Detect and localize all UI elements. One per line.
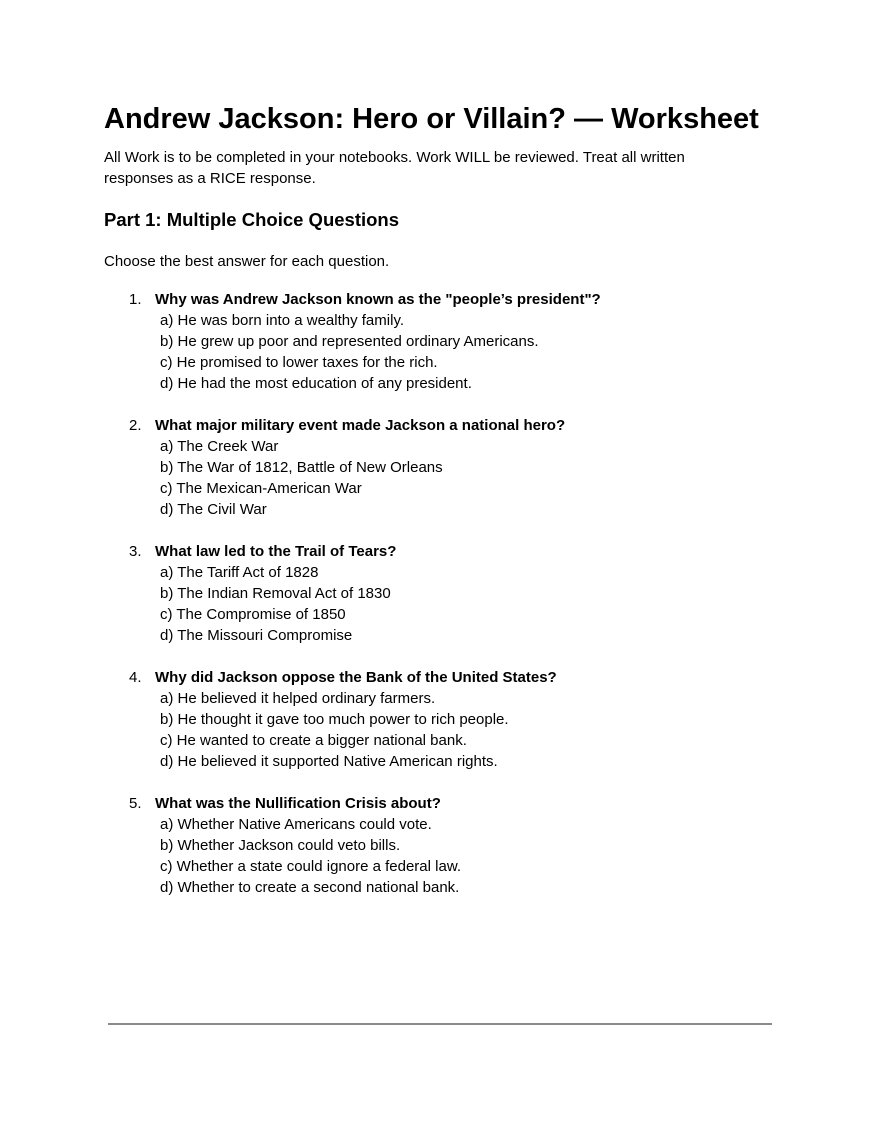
question-list (104, 289, 784, 898)
answer-option-a: a) He believed it helped ordinary farmers. (160, 690, 436, 707)
answer-options (104, 688, 784, 772)
answer-option-d: d) The Civil War (160, 501, 267, 518)
answer-options (104, 436, 784, 520)
answer-option-b: b) He thought it gave too much power to rich people. (160, 711, 509, 728)
answer-option-a: a) The Tariff Act of 1828 (160, 564, 319, 581)
question-text: What major military event made Jackson a national hero? (155, 417, 566, 434)
answer-option-d: d) He believed it supported Native American rights. (160, 753, 498, 770)
question-2 (104, 415, 784, 520)
page-title: Andrew Jackson: Hero or Villain? — Worksheet (104, 103, 759, 135)
answer-option-d: d) The Missouri Compromise (160, 627, 353, 644)
question-text: What law led to the Trail of Tears? (155, 543, 397, 560)
answer-option-b: b) The War of 1812, Battle of New Orleans (160, 459, 443, 476)
answer-option-d: d) Whether to create a second national bank. (160, 879, 460, 896)
question-text: What was the Nullification Crisis about? (155, 795, 441, 812)
answer-option-b: b) He grew up poor and represented ordinary Americans. (160, 333, 539, 350)
answer-option-d: d) He had the most education of any president. (160, 375, 472, 392)
question-5 (104, 793, 784, 898)
part1-heading: Part 1: Multiple Choice Questions (104, 209, 400, 230)
question-number: 2. (129, 417, 142, 434)
answer-option-a: a) The Creek War (160, 438, 279, 455)
worksheet-page (104, 100, 784, 919)
answer-options (104, 814, 784, 898)
answer-option-b: b) The Indian Removal Act of 1830 (160, 585, 391, 602)
question-4 (104, 667, 784, 772)
question-number: 4. (129, 669, 142, 686)
answer-option-a: a) Whether Native Americans could vote. (160, 816, 432, 833)
answer-option-c: c) The Compromise of 1850 (160, 606, 346, 623)
question-number: 3. (129, 543, 142, 560)
intro-text: All Work is to be completed in your notebooks. Work WILL be reviewed. Treat all written responses as a RICE response. (104, 149, 685, 187)
answer-option-b: b) Whether Jackson could veto bills. (160, 837, 401, 854)
question-number: 1. (129, 291, 142, 308)
answer-option-c: c) He promised to lower taxes for the rich. (160, 354, 438, 371)
answer-option-a: a) He was born into a wealthy family. (160, 312, 404, 329)
answer-options (104, 562, 784, 646)
footer-divider (108, 1023, 772, 1025)
question-number: 5. (129, 795, 142, 812)
answer-option-c: c) Whether a state could ignore a federal law. (160, 858, 461, 875)
question-1 (104, 289, 784, 394)
question-text: Why was Andrew Jackson known as the "people’s president"? (155, 291, 601, 308)
question-text: Why did Jackson oppose the Bank of the United States? (155, 669, 557, 686)
answer-option-c: c) He wanted to create a bigger national bank. (160, 732, 467, 749)
answer-options (104, 310, 784, 394)
part1-instructions: Choose the best answer for each question. (104, 253, 390, 270)
question-3 (104, 541, 784, 646)
answer-option-c: c) The Mexican-American War (160, 480, 362, 497)
